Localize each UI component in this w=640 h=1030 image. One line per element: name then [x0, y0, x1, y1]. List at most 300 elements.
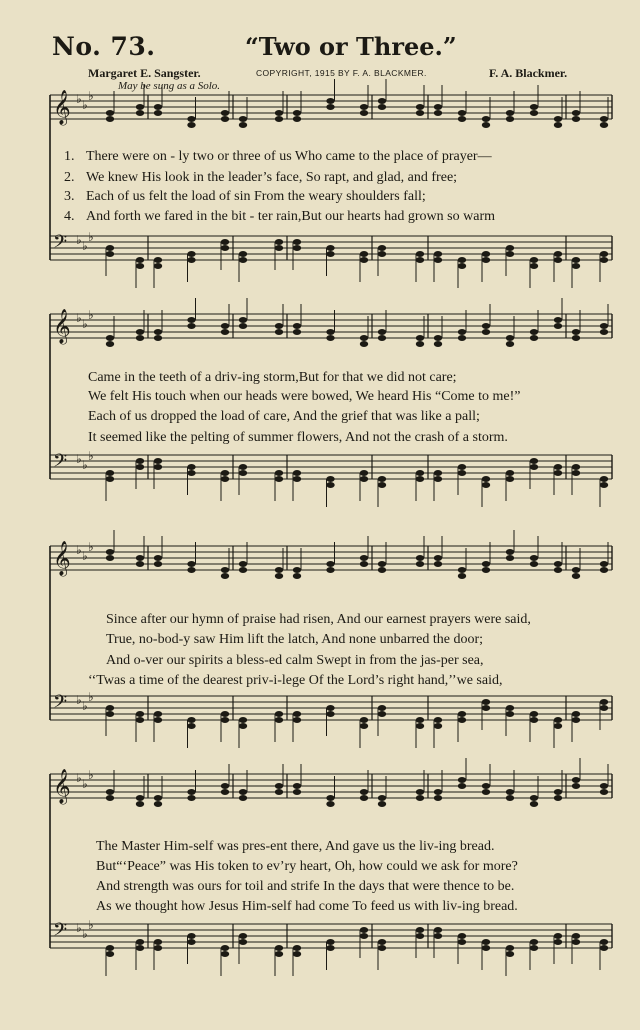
note-head — [136, 711, 144, 717]
note-head — [154, 561, 162, 567]
lyric-line-s1-v1: 1. There were on - ly two or three of us Who came to the place of prayer— — [64, 149, 492, 164]
note-head — [416, 470, 424, 476]
flat-icon: ♭ — [82, 98, 88, 112]
note-head — [326, 561, 334, 567]
note-head — [154, 104, 162, 110]
note-head — [221, 951, 229, 957]
note-head — [458, 110, 466, 116]
note-head — [360, 470, 368, 476]
note-head — [136, 329, 144, 335]
note-head — [600, 251, 608, 257]
note-head — [572, 933, 580, 939]
note-head — [293, 951, 301, 957]
note-head — [378, 482, 386, 488]
note-head — [572, 110, 580, 116]
note-head — [416, 104, 424, 110]
note-head — [221, 567, 229, 573]
note-head — [275, 110, 283, 116]
lyric-line-s3-v3: And o-ver our spirits a bless-ed calm Swept in from the jas-per sea, — [106, 653, 484, 668]
note-head — [458, 567, 466, 573]
lyric-line-s4-v2: But“‘Peace” was His token to ev’ry heart, Oh, how could we ask for more? — [96, 859, 518, 874]
note-head — [326, 939, 334, 945]
note-head — [136, 939, 144, 945]
note-head — [275, 573, 283, 579]
note-head — [187, 789, 195, 795]
flat-icon: ♭ — [76, 771, 82, 785]
flat-icon: ♭ — [88, 89, 94, 103]
note-head — [293, 470, 301, 476]
note-head — [326, 945, 334, 951]
treble-clef-icon: 𝄞 — [53, 309, 71, 344]
note-head — [187, 323, 195, 329]
note-head — [154, 335, 162, 341]
note-head — [136, 801, 144, 807]
note-head — [416, 257, 424, 263]
note-head — [187, 122, 195, 128]
note-head — [136, 795, 144, 801]
note-head — [554, 470, 562, 476]
flat-icon: ♭ — [88, 230, 94, 244]
note-head — [434, 104, 442, 110]
note-head — [275, 783, 283, 789]
note-head — [482, 323, 490, 329]
note-head — [360, 723, 368, 729]
note-head — [572, 263, 580, 269]
note-head — [136, 335, 144, 341]
note-head — [378, 251, 386, 257]
note-head — [360, 476, 368, 482]
author-credit: Margaret E. Sangster. — [88, 66, 201, 80]
note-head — [221, 573, 229, 579]
note-head — [434, 933, 442, 939]
note-head — [600, 122, 608, 128]
note-head — [416, 927, 424, 933]
note-head — [554, 116, 562, 122]
flat-icon: ♭ — [88, 690, 94, 704]
note-head — [554, 464, 562, 470]
note-head — [378, 945, 386, 951]
note-head — [293, 567, 301, 573]
note-head — [600, 567, 608, 573]
note-head — [360, 341, 368, 347]
flat-icon: ♭ — [82, 777, 88, 791]
note-head — [378, 476, 386, 482]
note-head — [530, 458, 538, 464]
note-head — [221, 116, 229, 122]
note-head — [482, 561, 490, 567]
note-head — [221, 789, 229, 795]
note-head — [275, 239, 283, 245]
flat-icon: ♭ — [82, 317, 88, 331]
note-head — [293, 329, 301, 335]
note-head — [293, 717, 301, 723]
note-head — [482, 476, 490, 482]
note-head — [572, 939, 580, 945]
flat-icon: ♭ — [76, 693, 82, 707]
note-head — [239, 251, 247, 257]
note-head — [187, 933, 195, 939]
note-head — [554, 939, 562, 945]
note-head — [530, 801, 538, 807]
note-head — [326, 476, 334, 482]
note-head — [293, 476, 301, 482]
note-head — [106, 711, 114, 717]
lyric-line-s4-v1: The Master Him-self was pres-ent there, And gave us the liv-ing bread. — [96, 839, 495, 854]
note-head — [136, 561, 144, 567]
note-head — [136, 263, 144, 269]
note-head — [458, 777, 466, 783]
note-head — [275, 711, 283, 717]
note-head — [530, 711, 538, 717]
note-head — [154, 329, 162, 335]
note-head — [506, 789, 514, 795]
note-head — [275, 951, 283, 957]
note-head — [275, 470, 283, 476]
note-head — [434, 717, 442, 723]
note-head — [416, 795, 424, 801]
note-head — [293, 783, 301, 789]
note-head — [154, 801, 162, 807]
note-head — [106, 789, 114, 795]
note-head — [360, 717, 368, 723]
performance-note: May be sung as a Solo. — [118, 80, 221, 92]
note-head — [360, 104, 368, 110]
note-head — [554, 795, 562, 801]
note-head — [187, 795, 195, 801]
note-head — [506, 555, 514, 561]
bass-clef-icon: 𝄢 — [53, 920, 68, 945]
note-head — [458, 263, 466, 269]
note-head — [458, 335, 466, 341]
note-head — [572, 470, 580, 476]
note-head — [360, 795, 368, 801]
note-head — [360, 561, 368, 567]
note-head — [106, 341, 114, 347]
note-head — [416, 110, 424, 116]
note-head — [187, 251, 195, 257]
treble-clef-icon: 𝄞 — [53, 90, 71, 125]
note-head — [378, 561, 386, 567]
note-head — [378, 795, 386, 801]
note-head — [572, 783, 580, 789]
note-head — [600, 476, 608, 482]
note-head — [530, 561, 538, 567]
note-head — [275, 323, 283, 329]
flat-icon: ♭ — [82, 239, 88, 253]
note-head — [106, 549, 114, 555]
note-head — [239, 116, 247, 122]
note-head — [326, 329, 334, 335]
note-head — [600, 116, 608, 122]
note-head — [530, 555, 538, 561]
lyric-line-s2-v4: It seemed like the pelting of summer flowers, And not the crash of a storm. — [88, 430, 508, 445]
note-head — [154, 257, 162, 263]
note-head — [221, 245, 229, 251]
note-head — [572, 257, 580, 263]
note-head — [326, 801, 334, 807]
note-head — [482, 567, 490, 573]
note-head — [293, 323, 301, 329]
note-head — [239, 717, 247, 723]
note-head — [482, 116, 490, 122]
note-head — [154, 939, 162, 945]
note-head — [506, 945, 514, 951]
note-head — [378, 801, 386, 807]
lyric-line-s1-v2: 2. We knew His look in the leader’s face, So rapt, and glad, and free; — [64, 170, 458, 185]
note-head — [482, 329, 490, 335]
note-head — [506, 470, 514, 476]
lyric-line-s4-v4: As we thought how Jesus Him-self had come To feed us with liv-ing bread. — [96, 899, 518, 914]
note-head — [293, 573, 301, 579]
note-head — [554, 723, 562, 729]
note-head — [600, 329, 608, 335]
flat-icon: ♭ — [88, 768, 94, 782]
note-head — [458, 933, 466, 939]
note-head — [554, 789, 562, 795]
note-head — [434, 257, 442, 263]
lyric-line-s4-v3: And strength was ours for toil and strife In the days that were thence to be. — [96, 879, 515, 894]
note-head — [530, 717, 538, 723]
note-head — [326, 567, 334, 573]
note-head — [360, 789, 368, 795]
lyric-line-s1-v4: 4. And forth we fared in the bit - ter rain,But our hearts had grown so warm — [64, 209, 495, 224]
flat-icon: ♭ — [88, 540, 94, 554]
note-head — [221, 470, 229, 476]
note-head — [187, 317, 195, 323]
note-head — [239, 561, 247, 567]
note-head — [275, 476, 283, 482]
note-head — [293, 245, 301, 251]
note-head — [360, 933, 368, 939]
note-head — [275, 567, 283, 573]
lyric-line-s2-v1: Came in the teeth of a driv-ing storm,But for that we did not care; — [88, 370, 457, 385]
note-head — [572, 777, 580, 783]
note-head — [554, 122, 562, 128]
lyric-line-s3-v4: ‘‘Twas a time of the dearest priv-i-lege Of the Lord’s right hand,’’we said, — [88, 673, 503, 688]
copyright-notice: COPYRIGHT, 1915 BY F. A. BLACKMER. — [256, 68, 427, 78]
treble-clef-icon: 𝄞 — [53, 769, 71, 804]
note-head — [154, 458, 162, 464]
flat-icon: ♭ — [76, 543, 82, 557]
note-head — [600, 323, 608, 329]
note-head — [554, 257, 562, 263]
note-head — [378, 939, 386, 945]
note-head — [554, 561, 562, 567]
note-head — [482, 789, 490, 795]
note-head — [530, 945, 538, 951]
flat-icon: ♭ — [82, 699, 88, 713]
note-head — [554, 251, 562, 257]
note-head — [136, 104, 144, 110]
note-head — [572, 335, 580, 341]
flat-icon: ♭ — [76, 921, 82, 935]
note-head — [506, 795, 514, 801]
note-head — [326, 482, 334, 488]
lyric-line-s3-v1: Since after our hymn of praise had risen, And our earnest prayers were said, — [106, 612, 531, 627]
note-head — [572, 573, 580, 579]
note-head — [434, 555, 442, 561]
note-head — [530, 795, 538, 801]
note-head — [154, 263, 162, 269]
flat-icon: ♭ — [88, 308, 94, 322]
note-head — [293, 945, 301, 951]
note-head — [416, 933, 424, 939]
note-head — [187, 470, 195, 476]
note-head — [434, 927, 442, 933]
lyric-line-s2-v3: Each of us dropped the load of care, And the grief that was like a pall; — [88, 409, 480, 424]
note-head — [458, 711, 466, 717]
note-head — [554, 323, 562, 329]
note-head — [378, 705, 386, 711]
note-head — [239, 723, 247, 729]
note-head — [600, 705, 608, 711]
note-head — [154, 110, 162, 116]
note-head — [482, 705, 490, 711]
flat-icon: ♭ — [88, 918, 94, 932]
note-head — [275, 945, 283, 951]
note-head — [506, 341, 514, 347]
note-head — [506, 335, 514, 341]
lyric-line-s2-v2: We felt His touch when our heads were bowed, We heard His “Come to me!” — [88, 389, 521, 404]
note-head — [530, 329, 538, 335]
note-head — [326, 711, 334, 717]
note-head — [239, 122, 247, 128]
note-head — [239, 317, 247, 323]
note-head — [416, 335, 424, 341]
note-head — [221, 329, 229, 335]
note-head — [326, 245, 334, 251]
note-head — [530, 110, 538, 116]
note-head — [239, 789, 247, 795]
note-head — [530, 939, 538, 945]
note-head — [378, 567, 386, 573]
note-head — [360, 110, 368, 116]
note-head — [221, 711, 229, 717]
note-head — [482, 257, 490, 263]
note-head — [136, 464, 144, 470]
note-head — [326, 98, 334, 104]
note-head — [293, 110, 301, 116]
note-head — [221, 323, 229, 329]
note-head — [572, 711, 580, 717]
note-head — [360, 251, 368, 257]
note-head — [378, 711, 386, 717]
note-head — [572, 717, 580, 723]
note-head — [154, 717, 162, 723]
note-head — [136, 458, 144, 464]
note-head — [434, 476, 442, 482]
note-head — [239, 933, 247, 939]
note-head — [416, 789, 424, 795]
note-head — [326, 795, 334, 801]
note-head — [239, 464, 247, 470]
note-head — [326, 251, 334, 257]
note-head — [600, 939, 608, 945]
note-head — [293, 789, 301, 795]
note-head — [506, 476, 514, 482]
treble-clef-icon: 𝄞 — [53, 541, 71, 576]
note-head — [360, 257, 368, 263]
flat-icon: ♭ — [76, 311, 82, 325]
note-head — [434, 110, 442, 116]
note-head — [187, 939, 195, 945]
note-head — [572, 329, 580, 335]
note-head — [506, 110, 514, 116]
note-head — [554, 317, 562, 323]
note-head — [434, 251, 442, 257]
note-head — [221, 783, 229, 789]
flat-icon: ♭ — [76, 233, 82, 247]
note-head — [434, 723, 442, 729]
note-head — [506, 705, 514, 711]
note-head — [154, 711, 162, 717]
note-head — [378, 104, 386, 110]
note-head — [106, 116, 114, 122]
note-head — [434, 789, 442, 795]
note-head — [136, 717, 144, 723]
note-head — [554, 933, 562, 939]
flat-icon: ♭ — [76, 452, 82, 466]
note-head — [530, 263, 538, 269]
note-head — [275, 789, 283, 795]
note-head — [482, 122, 490, 128]
note-head — [482, 939, 490, 945]
note-head — [530, 335, 538, 341]
note-head — [506, 549, 514, 555]
note-head — [106, 335, 114, 341]
note-head — [106, 470, 114, 476]
note-head — [530, 464, 538, 470]
note-head — [506, 251, 514, 257]
note-head — [187, 717, 195, 723]
note-head — [572, 116, 580, 122]
flat-icon: ♭ — [82, 549, 88, 563]
note-head — [416, 723, 424, 729]
note-head — [434, 335, 442, 341]
note-head — [458, 257, 466, 263]
note-head — [458, 470, 466, 476]
note-head — [458, 329, 466, 335]
note-head — [221, 717, 229, 723]
note-head — [136, 257, 144, 263]
note-head — [434, 795, 442, 801]
note-head — [293, 711, 301, 717]
note-head — [506, 116, 514, 122]
note-head — [554, 717, 562, 723]
note-head — [458, 783, 466, 789]
note-head — [187, 116, 195, 122]
note-head — [154, 945, 162, 951]
note-head — [482, 251, 490, 257]
note-head — [416, 341, 424, 347]
note-head — [600, 783, 608, 789]
note-head — [221, 476, 229, 482]
note-head — [221, 239, 229, 245]
note-head — [482, 783, 490, 789]
note-head — [239, 257, 247, 263]
note-head — [106, 945, 114, 951]
note-head — [187, 723, 195, 729]
note-head — [239, 470, 247, 476]
note-head — [360, 335, 368, 341]
note-head — [187, 464, 195, 470]
note-head — [506, 951, 514, 957]
note-head — [187, 561, 195, 567]
note-head — [154, 795, 162, 801]
note-head — [458, 717, 466, 723]
note-head — [360, 555, 368, 561]
note-head — [434, 341, 442, 347]
